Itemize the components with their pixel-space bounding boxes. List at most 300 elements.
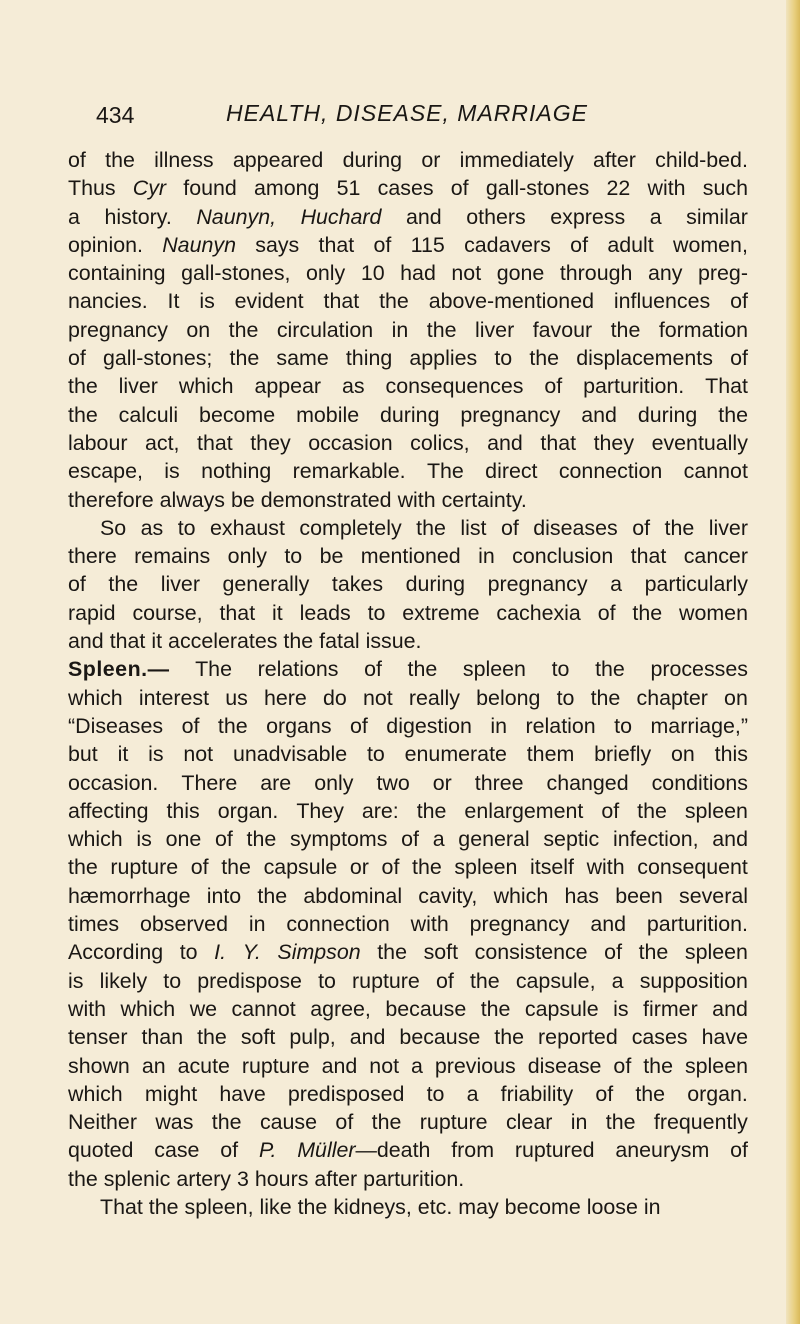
- word: of: [601, 798, 620, 823]
- italic-name: Cyr: [132, 176, 167, 201]
- word: do: [322, 685, 347, 710]
- text-line: [68, 287, 748, 315]
- word: the: [229, 346, 260, 371]
- word: times: [68, 912, 120, 937]
- word: direct: [485, 459, 538, 484]
- word: us: [225, 685, 248, 710]
- text-line: [68, 1136, 748, 1164]
- word: there: [68, 544, 117, 569]
- word: act,: [145, 430, 180, 455]
- word: relations: [257, 657, 339, 682]
- word: not: [451, 261, 482, 286]
- word: a: [411, 1053, 423, 1078]
- word: express: [550, 204, 626, 229]
- text-line: [68, 486, 748, 514]
- word: cannot: [231, 996, 296, 1021]
- word: with: [68, 996, 107, 1021]
- word: appear: [254, 374, 322, 399]
- word: on: [186, 317, 211, 342]
- word: not: [362, 685, 393, 710]
- word: to: [494, 346, 513, 371]
- word: two: [376, 770, 410, 795]
- text-line: [68, 740, 748, 768]
- word: with: [647, 176, 686, 201]
- word: So: [100, 515, 127, 540]
- word: because: [399, 1025, 481, 1050]
- word: frequently: [653, 1110, 748, 1135]
- word: spleen: [684, 1053, 748, 1078]
- word: the: [416, 798, 447, 823]
- word: liver: [160, 572, 200, 597]
- word: pregnancy: [487, 572, 588, 597]
- word: Müller—death: [297, 1138, 431, 1163]
- word: preg-: [698, 261, 748, 286]
- word: relation: [525, 713, 596, 738]
- word: of: [401, 827, 419, 852]
- italic-name: Y.: [242, 940, 261, 965]
- word: in: [643, 1194, 661, 1219]
- word: There: [181, 770, 238, 795]
- word: hours: [254, 1166, 309, 1191]
- word: cannot: [683, 459, 748, 484]
- word: symptoms: [289, 827, 388, 852]
- word: this: [714, 742, 748, 767]
- word: the: [632, 600, 663, 625]
- word: that: [630, 544, 667, 569]
- text-line: [68, 712, 748, 740]
- word: in: [391, 317, 409, 342]
- word: 3: [236, 1166, 249, 1191]
- word: the: [595, 657, 625, 682]
- word: which: [68, 827, 123, 852]
- word: rupture: [419, 1110, 488, 1135]
- word: the: [494, 1025, 525, 1050]
- text-line: [68, 344, 748, 372]
- word: to: [614, 713, 633, 738]
- word: the: [371, 1110, 402, 1135]
- word: liver: [708, 515, 748, 540]
- word: to: [284, 544, 303, 569]
- word: pregnancy: [68, 317, 168, 342]
- word: same: [276, 346, 329, 371]
- word: extreme: [402, 600, 480, 625]
- word: it: [117, 742, 129, 767]
- word: favour: [532, 317, 593, 342]
- body-text: [68, 146, 748, 1221]
- word: above-mentioned: [428, 289, 594, 314]
- word: is: [199, 289, 215, 314]
- word: previous: [434, 1053, 516, 1078]
- word: mobile: [296, 402, 360, 427]
- word: evident: [234, 289, 304, 314]
- word: cavity,: [418, 883, 478, 908]
- word: According: [68, 940, 164, 965]
- word: eventually: [651, 430, 748, 455]
- word: it: [272, 600, 283, 625]
- word: reported: [538, 1025, 618, 1050]
- word: they: [250, 430, 291, 455]
- word: enlargement: [464, 798, 584, 823]
- word: or: [349, 855, 369, 880]
- word: to: [367, 600, 386, 625]
- italic-name: Huchard: [300, 204, 382, 229]
- word: might: [144, 1081, 198, 1106]
- word: cases: [631, 1025, 688, 1050]
- word: rupture: [352, 968, 420, 993]
- word: leads: [299, 600, 351, 625]
- page-header: [96, 100, 736, 140]
- word: be: [319, 544, 344, 569]
- word: of: [730, 346, 748, 371]
- word: tenser: [68, 1025, 128, 1050]
- page-number: 434: [96, 102, 135, 128]
- word: “Diseases: [68, 713, 164, 738]
- word: appeared: [232, 148, 324, 172]
- word: from: [451, 1138, 495, 1163]
- text-line: [68, 684, 748, 712]
- text-line: [68, 1108, 748, 1136]
- word: thing: [345, 346, 393, 371]
- word: pulp,: [289, 1025, 336, 1050]
- word: diseases: [533, 515, 618, 540]
- word: therefore: [68, 487, 154, 512]
- word: after: [314, 1166, 358, 1191]
- word: the: [610, 317, 641, 342]
- word: quoted: [68, 1138, 134, 1163]
- word: here: [263, 685, 307, 710]
- text-line: [68, 1080, 748, 1108]
- word: spleen: [462, 657, 526, 682]
- word: is: [136, 827, 152, 852]
- word: that: [318, 232, 355, 257]
- text-line: [68, 231, 748, 259]
- word: and: [590, 912, 627, 937]
- word: during: [405, 572, 466, 597]
- word: connection: [558, 459, 663, 484]
- word: ruptured: [514, 1138, 595, 1163]
- word: colics,: [410, 430, 470, 455]
- word: to: [163, 968, 182, 993]
- word: of: [595, 1081, 614, 1106]
- word: They: [296, 798, 344, 823]
- word: soft: [240, 1025, 276, 1050]
- word: capsule,: [515, 968, 596, 993]
- word: organs: [266, 713, 332, 738]
- word: women: [679, 600, 748, 625]
- word: the: [246, 827, 277, 852]
- text-line: [68, 1165, 748, 1193]
- text-line: [68, 174, 748, 202]
- word: of: [373, 232, 392, 257]
- word: the: [228, 317, 259, 342]
- word: after: [593, 148, 636, 172]
- word: and: [349, 1025, 386, 1050]
- word: to: [366, 742, 385, 767]
- word: become: [199, 402, 276, 427]
- text-line: [68, 203, 748, 231]
- word: spleen: [684, 940, 748, 965]
- word: accelerates: [168, 629, 278, 654]
- word: the: [379, 289, 409, 314]
- section-heading-spleen: Spleen.—: [68, 657, 170, 682]
- italic-name: I.: [214, 940, 227, 965]
- word: disease: [527, 1053, 602, 1078]
- word: the: [221, 855, 251, 880]
- word: the: [211, 1110, 242, 1135]
- word: rupture: [110, 855, 179, 880]
- word: loose: [586, 1194, 638, 1219]
- word: may: [458, 1194, 499, 1219]
- word: of: [500, 515, 519, 540]
- word: Neither: [68, 1110, 137, 1135]
- text-line: [68, 910, 748, 938]
- text-line: [68, 1052, 748, 1080]
- word: had: [400, 261, 436, 286]
- word: immediately: [459, 148, 574, 172]
- word: calculi: [118, 402, 179, 427]
- word: the: [68, 1166, 98, 1191]
- word: labour: [68, 430, 128, 455]
- word: exhaust: [210, 515, 285, 540]
- word: cancer: [683, 544, 748, 569]
- word: a: [611, 968, 624, 993]
- word: observed: [139, 912, 228, 937]
- word: influences: [613, 289, 711, 314]
- word: one: [165, 827, 202, 852]
- word: consistence: [474, 940, 588, 965]
- word: been: [615, 883, 663, 908]
- word: or: [432, 770, 452, 795]
- word: a: [68, 204, 80, 229]
- word: cause: [259, 1110, 318, 1135]
- word: changed: [546, 770, 629, 795]
- word: containing: [68, 261, 166, 286]
- word: nancies.: [68, 289, 148, 314]
- word: is: [613, 996, 629, 1021]
- word: the: [637, 798, 667, 823]
- word: shown: [68, 1053, 130, 1078]
- word: pregnancy: [469, 912, 570, 937]
- word: than: [141, 1025, 184, 1050]
- text-line: [68, 457, 748, 485]
- word: only: [227, 544, 267, 569]
- word: gall-stones;: [102, 346, 213, 371]
- word: course,: [132, 600, 203, 625]
- word: splenic: [103, 1166, 171, 1191]
- word: etc.: [417, 1194, 453, 1219]
- word: only: [314, 770, 354, 795]
- word: a: [466, 1081, 479, 1106]
- word: several: [679, 883, 748, 908]
- word: a: [649, 204, 662, 229]
- word: 22: [606, 176, 631, 201]
- word: affecting: [68, 798, 149, 823]
- word: the: [283, 629, 314, 654]
- word: but: [68, 742, 98, 767]
- page-edge-shading: [786, 0, 800, 1324]
- word: which: [68, 685, 123, 710]
- word: spleen: [454, 855, 518, 880]
- word: issue.: [365, 629, 422, 654]
- word: which: [68, 1081, 123, 1106]
- word: not: [183, 742, 214, 767]
- word: found: [183, 176, 237, 201]
- word: the: [529, 346, 560, 371]
- word: list: [460, 515, 487, 540]
- word: was: [155, 1110, 194, 1135]
- word: in: [570, 1110, 588, 1135]
- word: the: [197, 1025, 227, 1050]
- word: the: [664, 515, 695, 540]
- text-line: [68, 938, 748, 966]
- text-line: [68, 372, 748, 400]
- word: that: [540, 430, 577, 455]
- word: that: [197, 430, 233, 455]
- word: agree,: [310, 996, 371, 1021]
- word: cases: [377, 176, 434, 201]
- word: and: [712, 996, 748, 1021]
- word: clear: [505, 1110, 553, 1135]
- word: the: [68, 855, 98, 880]
- word: in: [478, 544, 495, 569]
- word: soft: [423, 940, 459, 965]
- word: three: [474, 770, 524, 795]
- word: conditions: [651, 770, 748, 795]
- word: is: [164, 459, 180, 484]
- word: generally: [222, 572, 310, 597]
- word: the: [108, 572, 139, 597]
- word: Thus: [68, 176, 116, 201]
- word: connection: [286, 912, 390, 937]
- word: of: [68, 148, 86, 172]
- word: that: [219, 600, 256, 625]
- word: liver: [118, 374, 158, 399]
- word: escape,: [68, 459, 143, 484]
- word: artery: [176, 1166, 231, 1191]
- text-line: [68, 1193, 748, 1221]
- word: of: [214, 827, 233, 852]
- word: into: [206, 883, 242, 908]
- word: hæmorrhage: [68, 883, 191, 908]
- word: child-bed.: [655, 148, 748, 172]
- word: and: [68, 629, 104, 654]
- word: and: [321, 1053, 358, 1078]
- word: of: [335, 1110, 354, 1135]
- word: the: [148, 1194, 179, 1219]
- word: the: [643, 1053, 673, 1078]
- word: the: [480, 996, 511, 1021]
- word: during: [380, 402, 440, 427]
- text-line: [68, 797, 748, 825]
- italic-name: P.: [258, 1138, 277, 1163]
- word: the: [68, 374, 98, 399]
- text-line: [68, 259, 748, 287]
- text-line: [68, 514, 748, 542]
- word: in: [490, 713, 508, 738]
- word: are:: [361, 798, 399, 823]
- text-line: [68, 825, 748, 853]
- text-line: [68, 599, 748, 627]
- word: interest: [138, 685, 210, 710]
- word: have: [219, 1081, 266, 1106]
- word: we: [189, 996, 218, 1021]
- word: of: [597, 600, 616, 625]
- word: pregnancy: [460, 402, 561, 427]
- word: of: [68, 346, 86, 371]
- word: supposition: [639, 968, 748, 993]
- text-line: [68, 146, 748, 174]
- word: that: [323, 289, 360, 314]
- word: the: [297, 1194, 328, 1219]
- word: the: [426, 317, 457, 342]
- word: of: [544, 374, 563, 399]
- word: septic: [543, 827, 600, 852]
- word: with: [410, 912, 449, 937]
- word: certainty.: [441, 487, 527, 512]
- word: formation: [658, 317, 748, 342]
- word: displacements: [576, 346, 713, 371]
- text-line: [68, 882, 748, 910]
- word: of: [570, 232, 589, 257]
- word: chapter: [636, 685, 708, 710]
- word: That: [705, 374, 748, 399]
- word: really: [408, 685, 460, 710]
- word: capsule: [263, 855, 338, 880]
- word: always: [159, 487, 225, 512]
- word: to: [179, 940, 198, 965]
- word: and: [712, 827, 748, 852]
- word: like: [259, 1194, 292, 1219]
- word: to: [426, 1081, 445, 1106]
- word: during: [342, 148, 403, 172]
- word: the: [407, 657, 438, 682]
- word: The: [195, 657, 232, 682]
- word: demonstrated: [260, 487, 392, 512]
- word: circulation: [276, 317, 374, 342]
- word: the: [217, 713, 248, 738]
- word: likely: [99, 968, 148, 993]
- word: particularly: [644, 572, 748, 597]
- word: digestion: [386, 713, 472, 738]
- word: takes: [331, 572, 384, 597]
- word: through: [559, 261, 633, 286]
- word: general: [458, 827, 530, 852]
- word: spleen,: [184, 1194, 254, 1219]
- text-line: [68, 316, 748, 344]
- word: remarkable.: [292, 459, 406, 484]
- text-line: [68, 429, 748, 457]
- word: of: [632, 515, 651, 540]
- word: opinion.: [68, 232, 143, 257]
- word: capsule: [524, 996, 599, 1021]
- word: the: [416, 515, 446, 540]
- word: the: [377, 940, 407, 965]
- word: case: [154, 1138, 200, 1163]
- word: gall-stones: [485, 176, 590, 201]
- word: acute: [177, 1053, 230, 1078]
- word: of: [349, 713, 368, 738]
- text-line: [68, 769, 748, 797]
- word: as: [140, 515, 164, 540]
- word: The: [426, 459, 464, 484]
- word: cachexia: [496, 600, 581, 625]
- word: during: [637, 402, 698, 427]
- text-line: [68, 542, 748, 570]
- word: a: [610, 572, 622, 597]
- word: of: [450, 176, 469, 201]
- word: aneurysm: [615, 1138, 710, 1163]
- text-line: [68, 627, 748, 655]
